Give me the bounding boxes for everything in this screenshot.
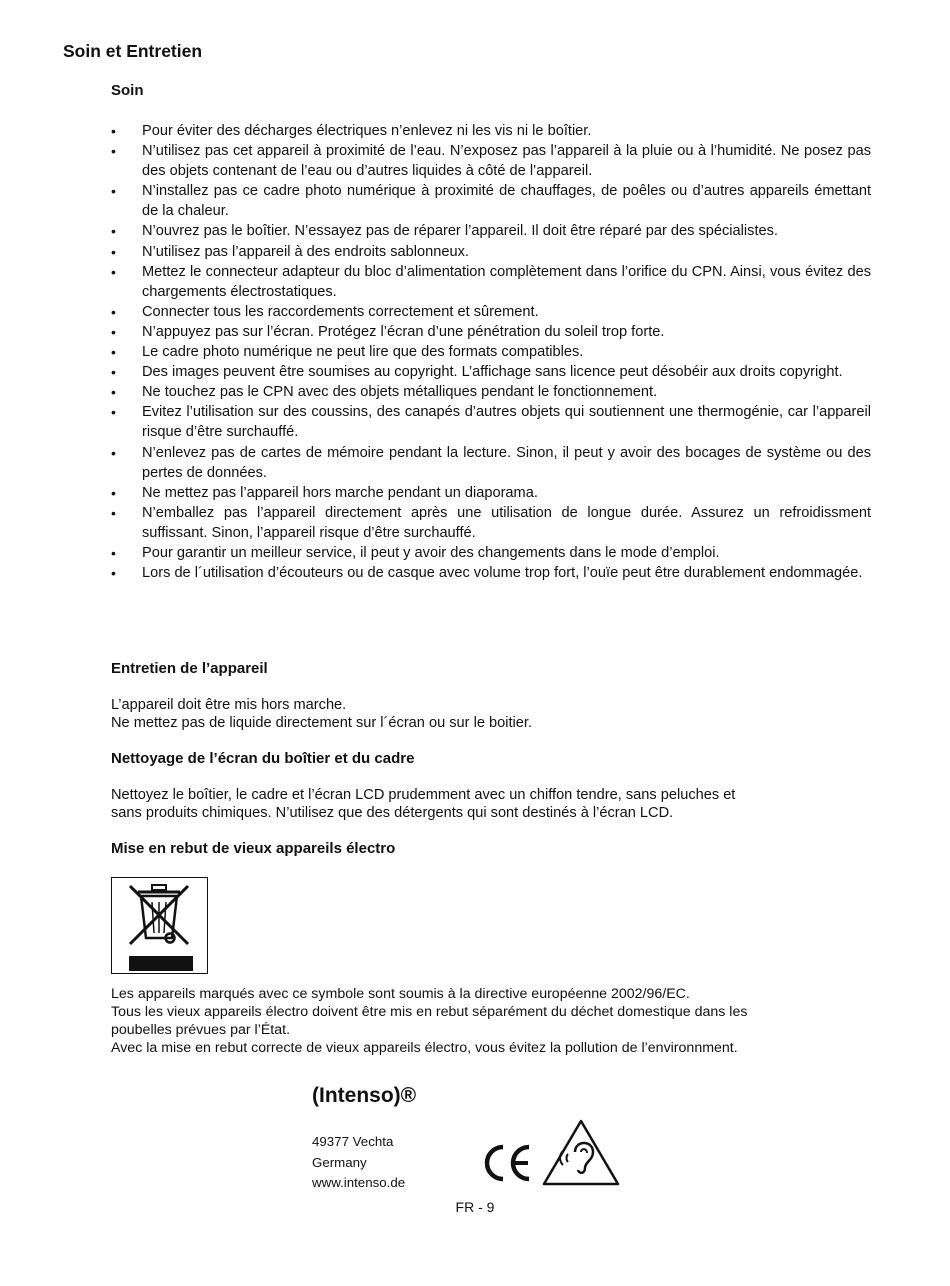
list-item: • Lors de l´utilisation d’écouteurs ou de casque avec volume trop fort, l’ouïe peut être durablement endommagée. <box>111 563 871 583</box>
brand-logo: (Intenso)® <box>312 1084 417 1107</box>
cleaning-line: sans produits chimiques. N’utilisez que des détergents qui sont destinés à l’écran LCD. <box>111 805 674 821</box>
page-title: Soin et Entretien <box>63 41 203 61</box>
list-item: • N’utilisez pas cet appareil à proximité de l’eau. N’exposez pas l’appareil à la pluie ou à l’humidité. Ne posez pas des objets contenant de l’eau ou d’autres liquides à côté de l’appareil. <box>111 141 871 181</box>
list-item: • Mettez le connecteur adapteur du bloc d’alimentation complètement dans l’orifice du CPN. Ainsi, vous évitez des chargements électrostatiques. <box>111 262 871 302</box>
disposal-line: Avec la mise en rebut correcte de vieux appareils électro, vous évitez la pollution de l’environnment. <box>111 1040 738 1056</box>
list-item: • N’ouvrez pas le boîtier. N’essayez pas de réparer l’appareil. Il doit être réparé par des spécialistes. <box>111 221 871 241</box>
list-item: • Evitez l’utilisation sur des coussins, des canapés d’autres objets qui soutiennent une thermogénie, car l’appareil risque d’être surchauffé. <box>111 402 871 442</box>
cleaning-line: Nettoyez le boîtier, le cadre et l’écran LCD prudemment avec un chiffon tendre, sans peluches et <box>111 787 736 803</box>
section-heading-cleaning: Nettoyage de l’écran du boîtier et du cadre <box>111 750 415 767</box>
maintenance-text <box>111 696 871 732</box>
list-item: • Ne touchez pas le CPN avec des objets métalliques pendant le fonctionnement. <box>111 382 871 402</box>
page-number: FR - 9 <box>455 1199 495 1215</box>
list-item: • N’emballez pas l’appareil directement après une utilisation de longue durée. Assurez un refroidissment suffissant. Sinon, l’appareil risque d’être surchauffé. <box>111 503 871 543</box>
list-item: • Connecter tous les raccordements correctement et sûrement. <box>111 302 871 322</box>
list-item: • Pour éviter des décharges électriques n’enlevez ni les vis ni le boîtier. <box>111 121 871 141</box>
address-line: www.intenso.de <box>312 1175 406 1190</box>
ce-mark-icon <box>483 1143 533 1188</box>
list-item: • N’utilisez pas l’appareil à des endroits sablonneux. <box>111 242 871 262</box>
hearing-warning-icon <box>541 1118 621 1193</box>
address-line: Germany <box>312 1154 367 1170</box>
list-item: • N’enlevez pas de cartes de mémoire pendant la lecture. Sinon, il peut y avoir des bocages de système ou des pertes de données. <box>111 443 871 483</box>
list-item: • Des images peuvent être soumises au copyright. L’affichage sans licence peut désobéir aux droits copyright. <box>111 362 871 382</box>
list-item: • Le cadre photo numérique ne peut lire que des formats compatibles. <box>111 342 871 362</box>
address-line: 49377 Vechta <box>312 1134 394 1149</box>
disposal-line: Les appareils marqués avec ce symbole sont soumis à la directive européenne 2002/96/EC. <box>111 986 690 1002</box>
care-list <box>111 121 871 583</box>
disposal-text <box>111 985 891 1057</box>
disposal-line: poubelles prévues par l’État. <box>111 1022 291 1038</box>
company-address <box>312 1132 405 1194</box>
list-item: • Pour garantir un meilleur service, il peut y avoir des changements dans le mode d’emploi. <box>111 543 871 563</box>
list-item: • Ne mettez pas l’appareil hors marche pendant un diaporama. <box>111 483 871 503</box>
section-heading-disposal: Mise en rebut de vieux appareils électro <box>111 840 396 857</box>
cleaning-text <box>111 786 871 822</box>
section-heading-care: Soin <box>111 82 144 99</box>
list-item: • N’installez pas ce cadre photo numérique à proximité de chauffages, de poêles ou d’autres appareils émettant de la chaleur. <box>111 181 871 221</box>
list-item: • N’appuyez pas sur l’écran. Protégez l’écran d’une pénétration du soleil trop forte. <box>111 322 871 342</box>
maintenance-line: L’appareil doit être mis hors marche. <box>111 697 347 713</box>
maintenance-line: Ne mettez pas de liquide directement sur l´écran ou sur le boitier. <box>111 715 532 731</box>
section-heading-maintenance: Entretien de l’appareil <box>111 660 268 677</box>
disposal-line: Tous les vieux appareils électro doivent être mis en rebut séparément du déchet domestique dans les <box>111 1004 748 1020</box>
crossed-out-wheelie-bin-icon <box>111 877 208 974</box>
